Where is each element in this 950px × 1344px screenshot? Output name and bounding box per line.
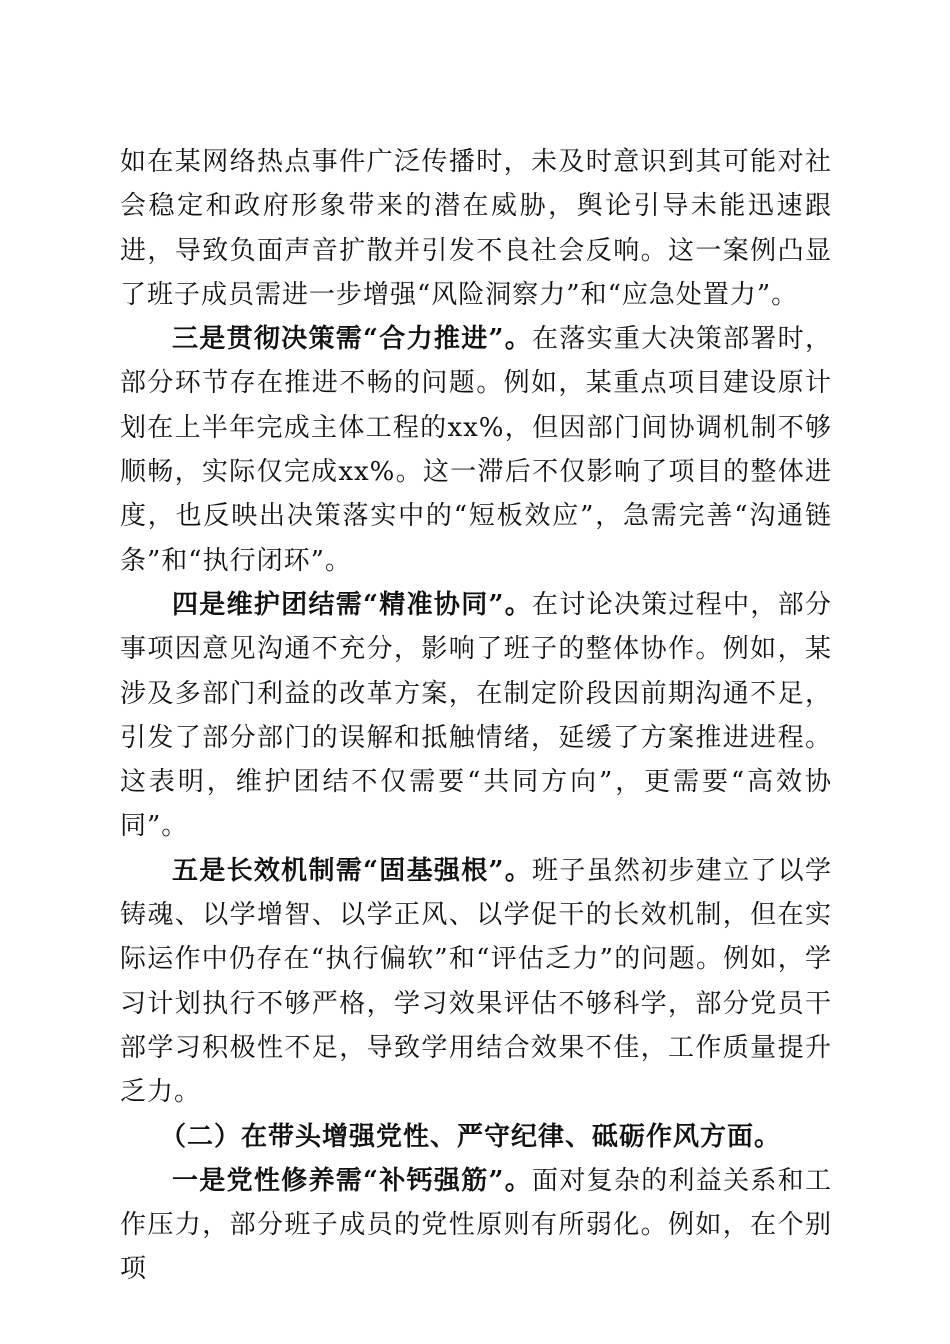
paragraph-text: 在讨论决策过程中，部分事项因意见沟通不充分，影响了班子的整体协作。例如，某涉及多部门利益的改革方案，在制定阶段因前期沟通不足，引发了部分部门的误解和抵触情绪，延缓了方案推进进程。这表明，维护团结不仅需要“共同方向”，更需要“高效协同”。 (120, 589, 832, 842)
paragraph-decision-implementation (120, 317, 832, 583)
document-body (120, 140, 832, 1292)
paragraph-text: 班子虽然初步建立了以学铸魂、以学增智、以学正风、以学促干的长效机制，但在实际运作中仍存在“执行偏软”和“评估乏力”的问题。例如，学习计划执行不够严格，学习效果评估不够科学，部分党员干部学习积极性不足，导致学用结合效果不佳，工作质量提升乏力。 (120, 855, 832, 1108)
paragraph-text: 如在某网络热点事件广泛传播时，未及时意识到其可能对社会稳定和政府形象带来的潜在威胁，舆论引导未能迅速跟进，导致负面声音扩散并引发不良社会反响。这一案例凸显了班子成员需进一步增强“风险洞察力”和“应急处置力”。 (120, 147, 832, 310)
paragraph-continuation (120, 140, 832, 317)
paragraph-text: 在落实重大决策部署时，部分环节存在推进不畅的问题。例如，某重点项目建设原计划在上半年完成主体工程的xx%，但因部门间协调机制不够顺畅，实际仅完成xx%。这一滞后不仅影响了项目的整体进度，也反映出决策落实中的“短板效应”，急需完善“沟通链条”和“执行闭环”。 (120, 324, 832, 576)
paragraph-lead: 三是贯彻决策需“合力推进”。 (172, 324, 533, 355)
paragraph-long-term-mechanism (120, 849, 832, 1115)
section-heading: （二）在带头增强党性、严守纪律、砥砺作风方面。 (160, 1121, 782, 1152)
paragraph-lead: 五是长效机制需“固基强根”。 (172, 855, 533, 886)
paragraph-text: 面对复杂的利益关系和工作压力，部分班子成员的党性原则有所弱化。例如，在个别项 (120, 1165, 832, 1285)
paragraph-unity-coordination (120, 583, 832, 849)
paragraph-lead: 一是党性修养需“补钙强筋”。 (172, 1165, 533, 1196)
paragraph-lead: 四是维护团结需“精准协同”。 (172, 589, 533, 620)
paragraph-party-spirit (120, 1159, 832, 1292)
